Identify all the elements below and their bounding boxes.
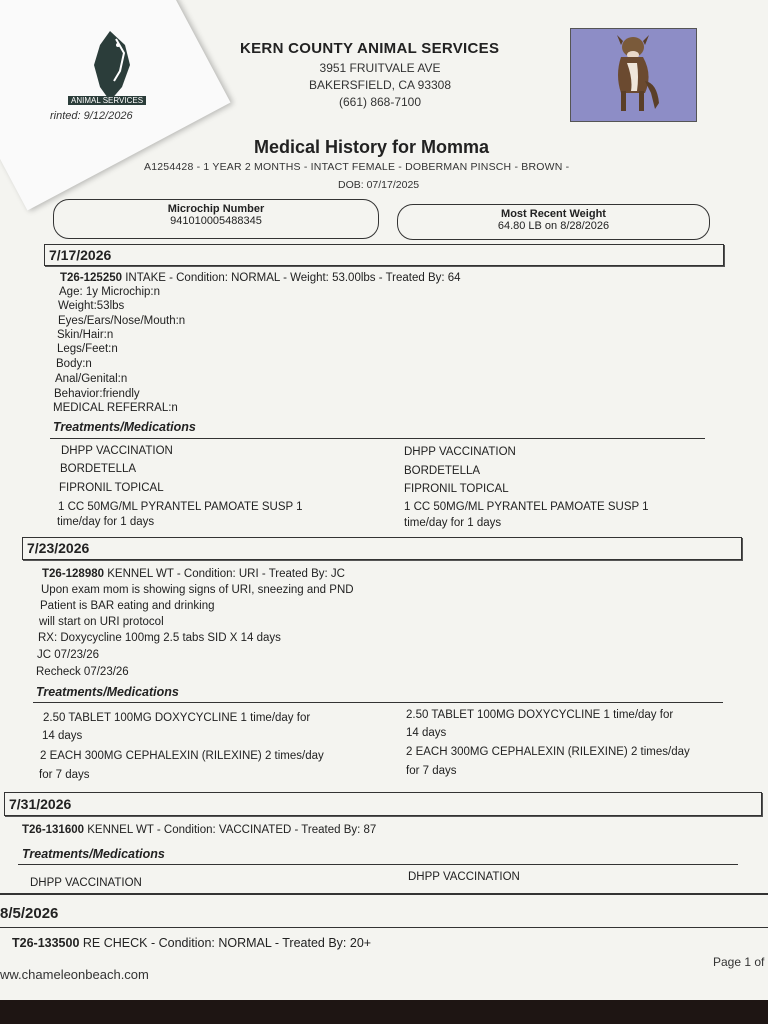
section-divider — [0, 927, 768, 928]
record-id: T26-125250 — [60, 272, 123, 284]
entry-record-line — [60, 272, 461, 284]
treatment-left: 2 EACH 300MG CEPHALEXIN (RILEXINE) 2 times/day — [40, 750, 324, 762]
record-id: T26-128980 — [42, 568, 105, 580]
treatment-right: FIPRONIL TOPICAL — [404, 483, 509, 495]
treatment-right: DHPP VACCINATION — [408, 871, 520, 883]
record-details: INTAKE - Condition: NORMAL - Weight: 53.00lbs - Treated By: 64 — [122, 272, 461, 284]
treatments-heading: Treatments/Medications — [36, 685, 179, 699]
entry-date-bar: 7/23/2026 — [22, 537, 742, 560]
treatments-heading: Treatments/Medications — [22, 847, 165, 861]
note-line: Legs/Feet:n — [57, 343, 118, 355]
entry-record-line — [22, 824, 376, 836]
logo-caption: ANIMAL SERVICES — [68, 96, 146, 105]
section-divider — [0, 893, 768, 895]
page-number: Page 1 of — [713, 955, 765, 969]
entry-record-line — [12, 936, 371, 950]
treatment-left: 2.50 TABLET 100MG DOXYCYCLINE 1 time/day for — [43, 712, 311, 724]
note-line: Weight:53lbs — [58, 300, 125, 312]
record-details: RE CHECK - Condition: NORMAL - Treated By: 20+ — [79, 936, 372, 950]
entry-date: 8/5/2026 — [0, 905, 59, 922]
section-divider — [33, 702, 723, 703]
dog-photo-icon — [571, 29, 696, 121]
entry-date-bar: 7/17/2026 — [44, 244, 724, 266]
treatment-right: 2 EACH 300MG CEPHALEXIN (RILEXINE) 2 times/day — [406, 746, 690, 758]
org-name: KERN COUNTY ANIMAL SERVICES — [240, 40, 500, 57]
treatment-right: BORDETELLA — [404, 465, 481, 477]
note-line: Behavior:friendly — [54, 388, 140, 400]
entry-date-bar: 7/31/2026 — [4, 792, 762, 816]
note-line: Age: 1y Microchip:n — [59, 286, 160, 298]
treatment-right: DHPP VACCINATION — [404, 446, 516, 458]
note-line: MEDICAL REFERRAL:n — [53, 402, 178, 414]
treatment-left: DHPP VACCINATION — [61, 445, 173, 457]
note-line: Upon exam mom is showing signs of URI, sneezing and PND — [41, 584, 354, 596]
page-title: Medical History for Momma — [254, 137, 490, 157]
note-line: Anal/Genital:n — [55, 373, 128, 385]
note-line: Patient is BAR eating and drinking — [40, 600, 215, 612]
note-line: Eyes/Ears/Nose/Mouth:n — [58, 315, 186, 327]
note-line: RX: Doxycycline 100mg 2.5 tabs SID X 14 days — [38, 632, 281, 644]
treatment-left: for 7 days — [39, 769, 90, 781]
entry-record-line — [42, 568, 345, 580]
microchip-label: Microchip Number — [167, 203, 265, 215]
treatment-left: DHPP VACCINATION — [30, 877, 142, 889]
note-line: Skin/Hair:n — [57, 329, 114, 341]
weight-label: Most Recent Weight — [501, 208, 606, 220]
treatment-left: time/day for 1 days — [57, 516, 155, 528]
treatment-right: time/day for 1 days — [404, 517, 502, 529]
note-line: JC 07/23/26 — [37, 649, 100, 661]
treatment-right: 14 days — [406, 727, 447, 739]
treatment-right: for 7 days — [406, 765, 457, 777]
treatment-right: 2.50 TABLET 100MG DOXYCYCLINE 1 time/day for — [406, 709, 674, 721]
treatment-left: BORDETELLA — [60, 463, 137, 475]
org-phone: (661) 868-7100 — [338, 95, 422, 109]
weight-box — [397, 204, 710, 240]
section-divider — [18, 864, 738, 865]
pet-photo — [570, 28, 697, 122]
treatment-right: 1 CC 50MG/ML PYRANTEL PAMOATE SUSP 1 — [404, 501, 649, 513]
table-surface — [0, 1000, 768, 1024]
microchip-value: 941010005488345 — [170, 215, 262, 227]
kern-county-logo-icon — [70, 25, 150, 105]
org-address-line1: 3951 FRUITVALE AVE — [319, 61, 441, 75]
note-line: Body:n — [56, 358, 92, 370]
record-details: KENNEL WT - Condition: VACCINATED - Treated By: 87 — [84, 824, 377, 836]
microchip-box — [53, 199, 379, 239]
org-address-line2: BAKERSFIELD, CA 93308 — [308, 78, 452, 92]
footer-url: ww.chameleonbeach.com — [0, 967, 149, 982]
record-id: T26-133500 — [12, 936, 80, 950]
weight-value: 64.80 LB on 8/28/2026 — [497, 220, 610, 232]
treatments-heading: Treatments/Medications — [53, 420, 196, 434]
record-details: KENNEL WT - Condition: URI - Treated By: JC — [104, 568, 345, 580]
record-id: T26-131600 — [22, 824, 85, 836]
animal-dob: DOB: 07/17/2025 — [338, 179, 420, 191]
note-line: will start on URI protocol — [39, 616, 164, 628]
treatment-left: FIPRONIL TOPICAL — [59, 482, 164, 494]
treatment-left: 1 CC 50MG/ML PYRANTEL PAMOATE SUSP 1 — [58, 501, 303, 513]
animal-info: A1254428 - 1 YEAR 2 MONTHS - INTACT FEMALE - DOBERMAN PINSCH - BROWN - — [144, 161, 570, 173]
treatment-left: 14 days — [42, 730, 83, 742]
note-line: Recheck 07/23/26 — [36, 666, 129, 678]
printed-date: rinted: 9/12/2026 — [50, 110, 133, 122]
section-divider — [50, 438, 705, 439]
